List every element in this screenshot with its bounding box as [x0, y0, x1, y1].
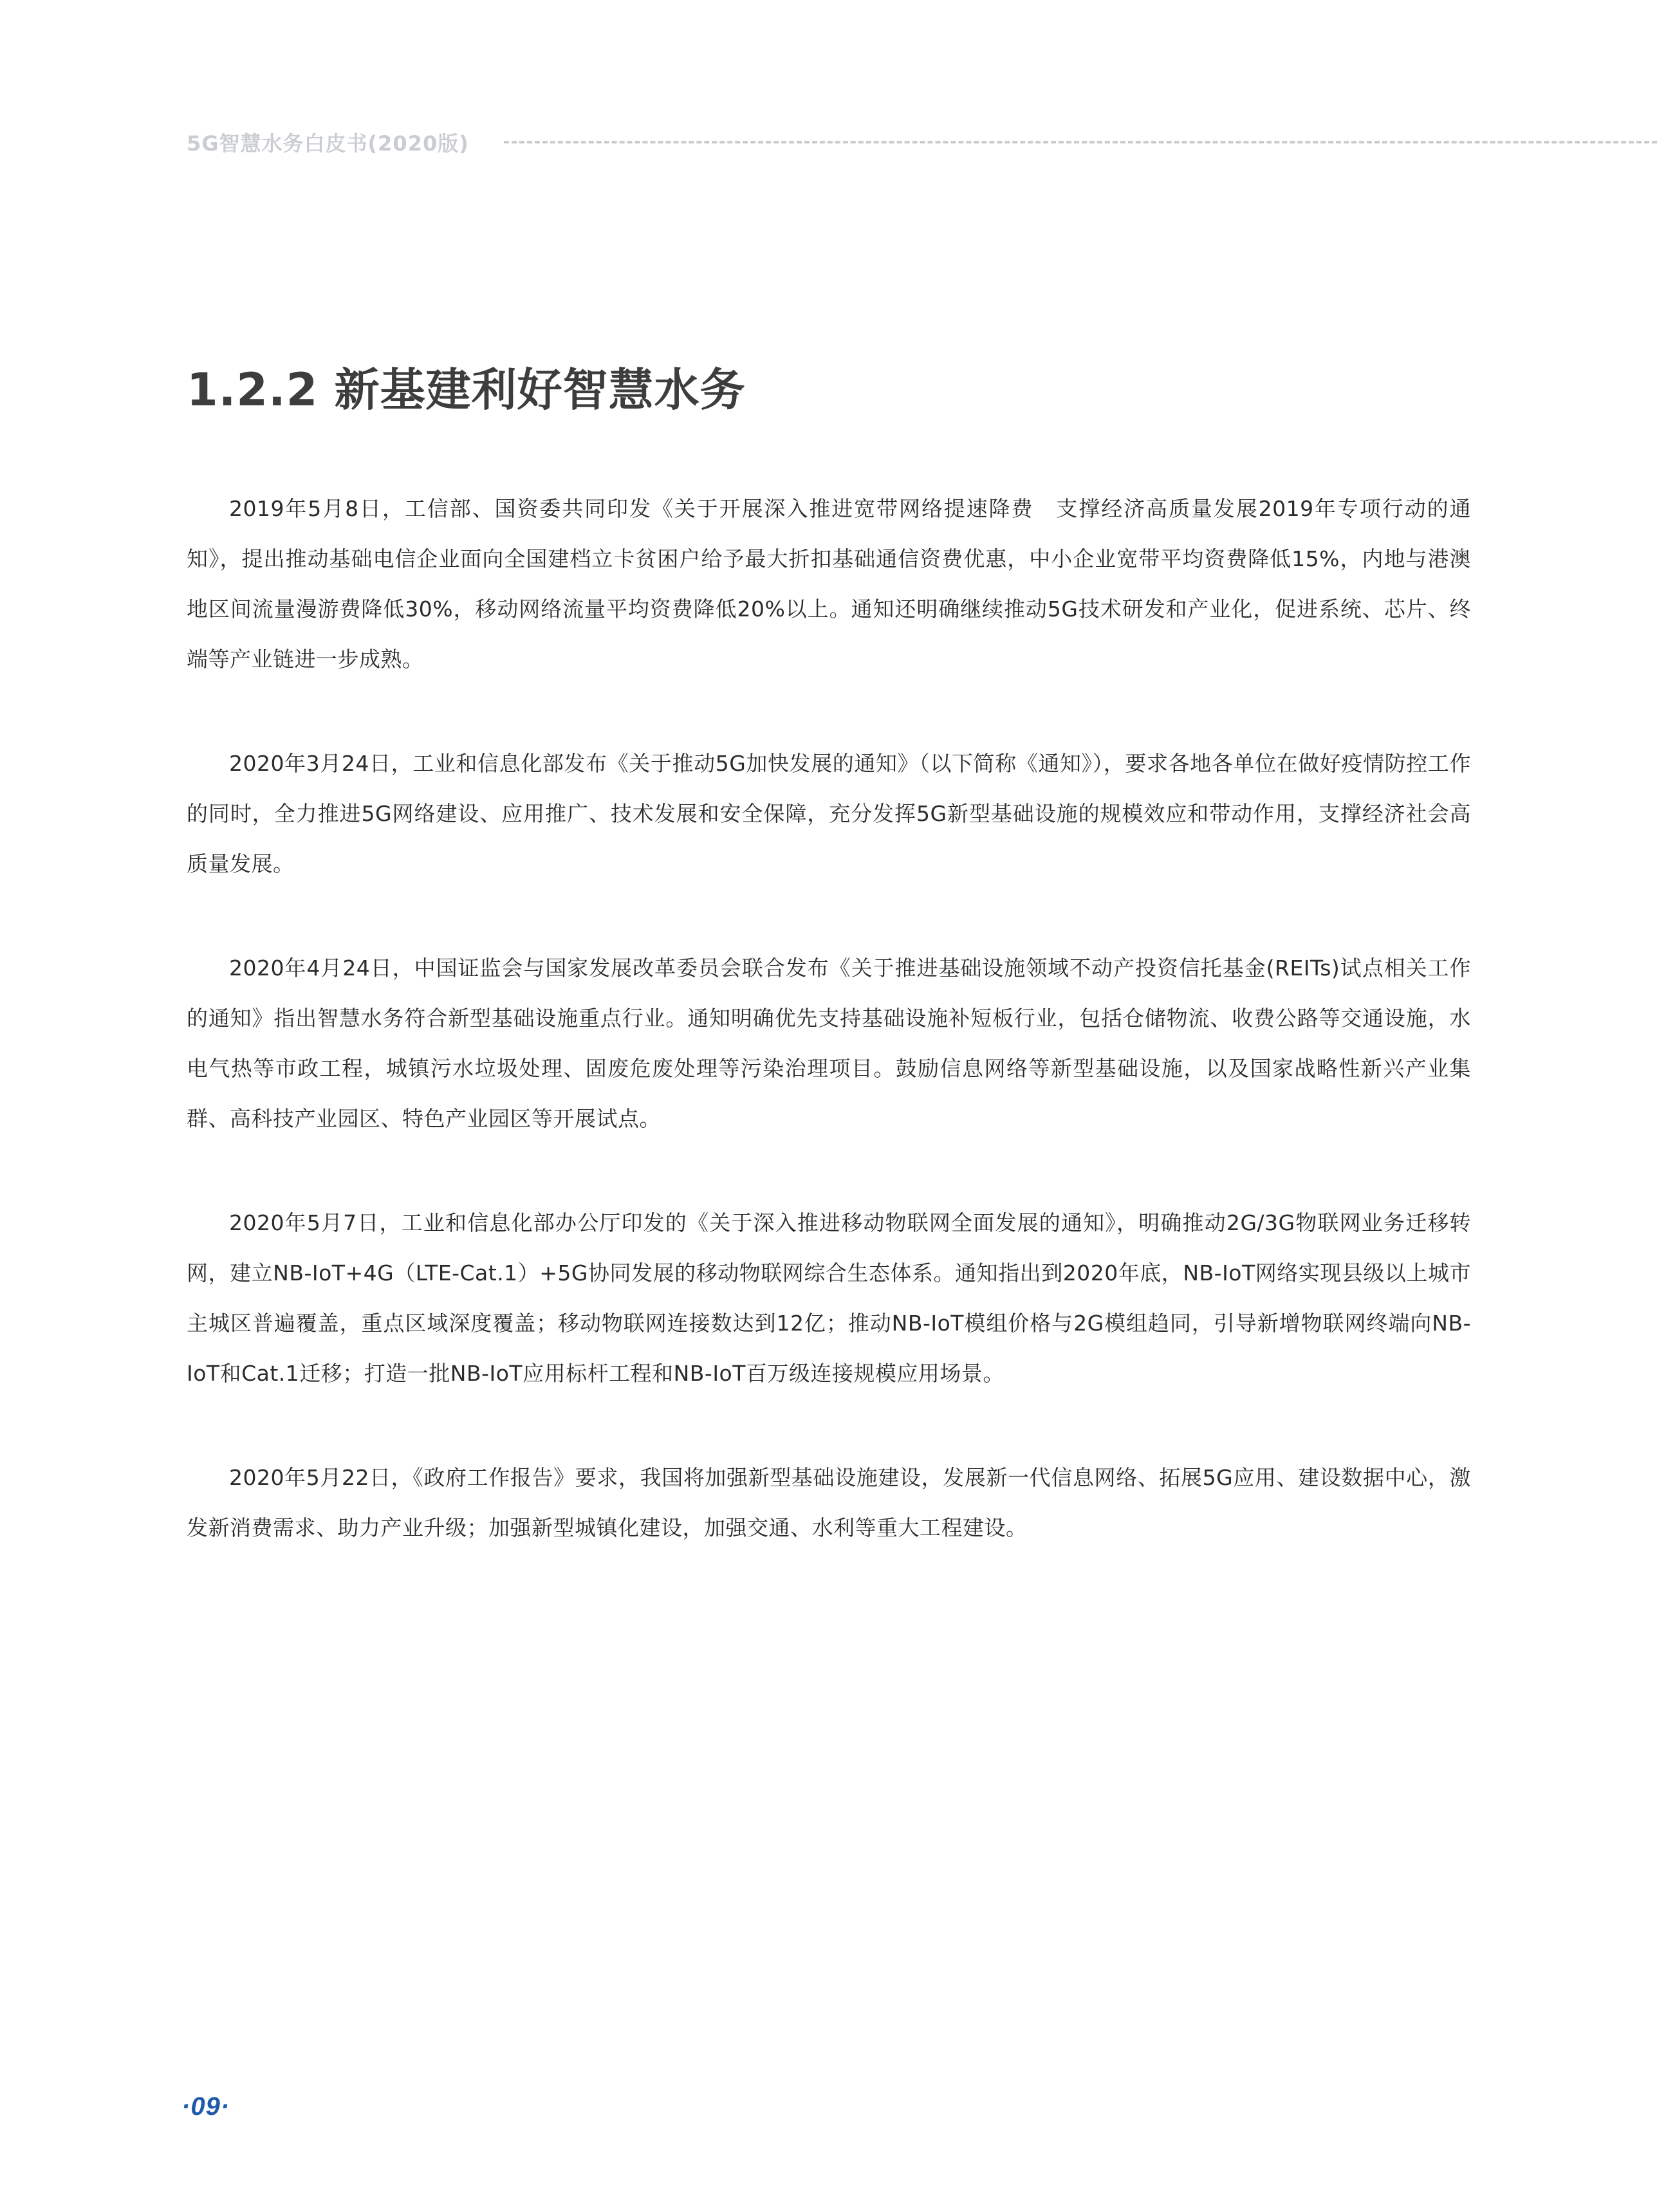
- page-number: ·09·: [181, 2092, 230, 2121]
- paragraph-2020-05-07: 2020年5月7日，工业和信息化部办公厅印发的《关于深入推进移动物联网全面发展的通知》，明确推动2G/3G物联网业务迁移转网，建立NB-IoT+4G（LTE-Cat.1）+5G协同发展的移动物联网综合生态体系。通知指出到2020年底，NB-IoT网络实现县级以上城市主城区普遍覆盖，重点区域深度覆盖；移动物联网连接数达到12亿；推动NB-IoT模组价格与2G模组趋同，引导新增物联网终端向NB-IoT和Cat.1迁移；打造一批NB-IoT应用标杆工程和NB-IoT百万级连接规模应用场景。: [187, 1210, 1471, 1386]
- paragraph-2020-05-22: 2020年5月22日，《政府工作报告》要求，我国将加强新型基础设施建设，发展新一代信息网络、拓展5G应用、建设数据中心，激发新消费需求、助力产业升级；加强新型城镇化建设，加强交通、水利等重大工程建设。: [187, 1465, 1471, 1540]
- paragraph-2020-03-24: 2020年3月24日，工业和信息化部发布《关于推动5G加快发展的通知》（以下简称《通知》），要求各地各单位在做好疫情防控工作的同时，全力推进5G网络建设、应用推广、技术发展和安全保障，充分发挥5G新型基础设施的规模效应和带动作用，支撑经济社会高质量发展。: [187, 751, 1471, 876]
- running-title: 5G智慧水务白皮书(2020版): [187, 131, 469, 156]
- header-dashed-rule: [504, 141, 1657, 143]
- running-header: [187, 127, 1657, 157]
- paragraph-2020-04-24: 2020年4月24日，中国证监会与国家发展改革委员会联合发布《关于推进基础设施领域不动产投资信托基金(REITs)试点相关工作的通知》指出智慧水务符合新型基础设施重点行业。通知明确优先支持基础设施补短板行业，包括仓储物流、收费公路等交通设施，水电气热等市政工程，城镇污水垃圾处理、固废危废处理等污染治理项目。鼓励信息网络等新型基础设施，以及国家战略性新兴产业集群、高科技产业园区、特色产业园区等开展试点。: [187, 955, 1471, 1131]
- section-heading: 1.2.2 新基建利好智慧水务: [187, 364, 746, 416]
- paragraph-2019-05-08: 2019年5月8日，工信部、国资委共同印发《关于开展深入推进宽带网络提速降费 支撑经济高质量发展2019年专项行动的通知》，提出推动基础电信企业面向全国建档立卡贫困户给予最大折扣基础通信资费优惠，中小企业宽带平均资费降低15%，内地与港澳地区间流量漫游费降低30%，移动网络流量平均资费降低20%以上。通知还明确继续推动5G技术研发和产业化，促进系统、芯片、终端等产业链进一步成熟。: [187, 496, 1471, 672]
- body-text: [187, 484, 1471, 1607]
